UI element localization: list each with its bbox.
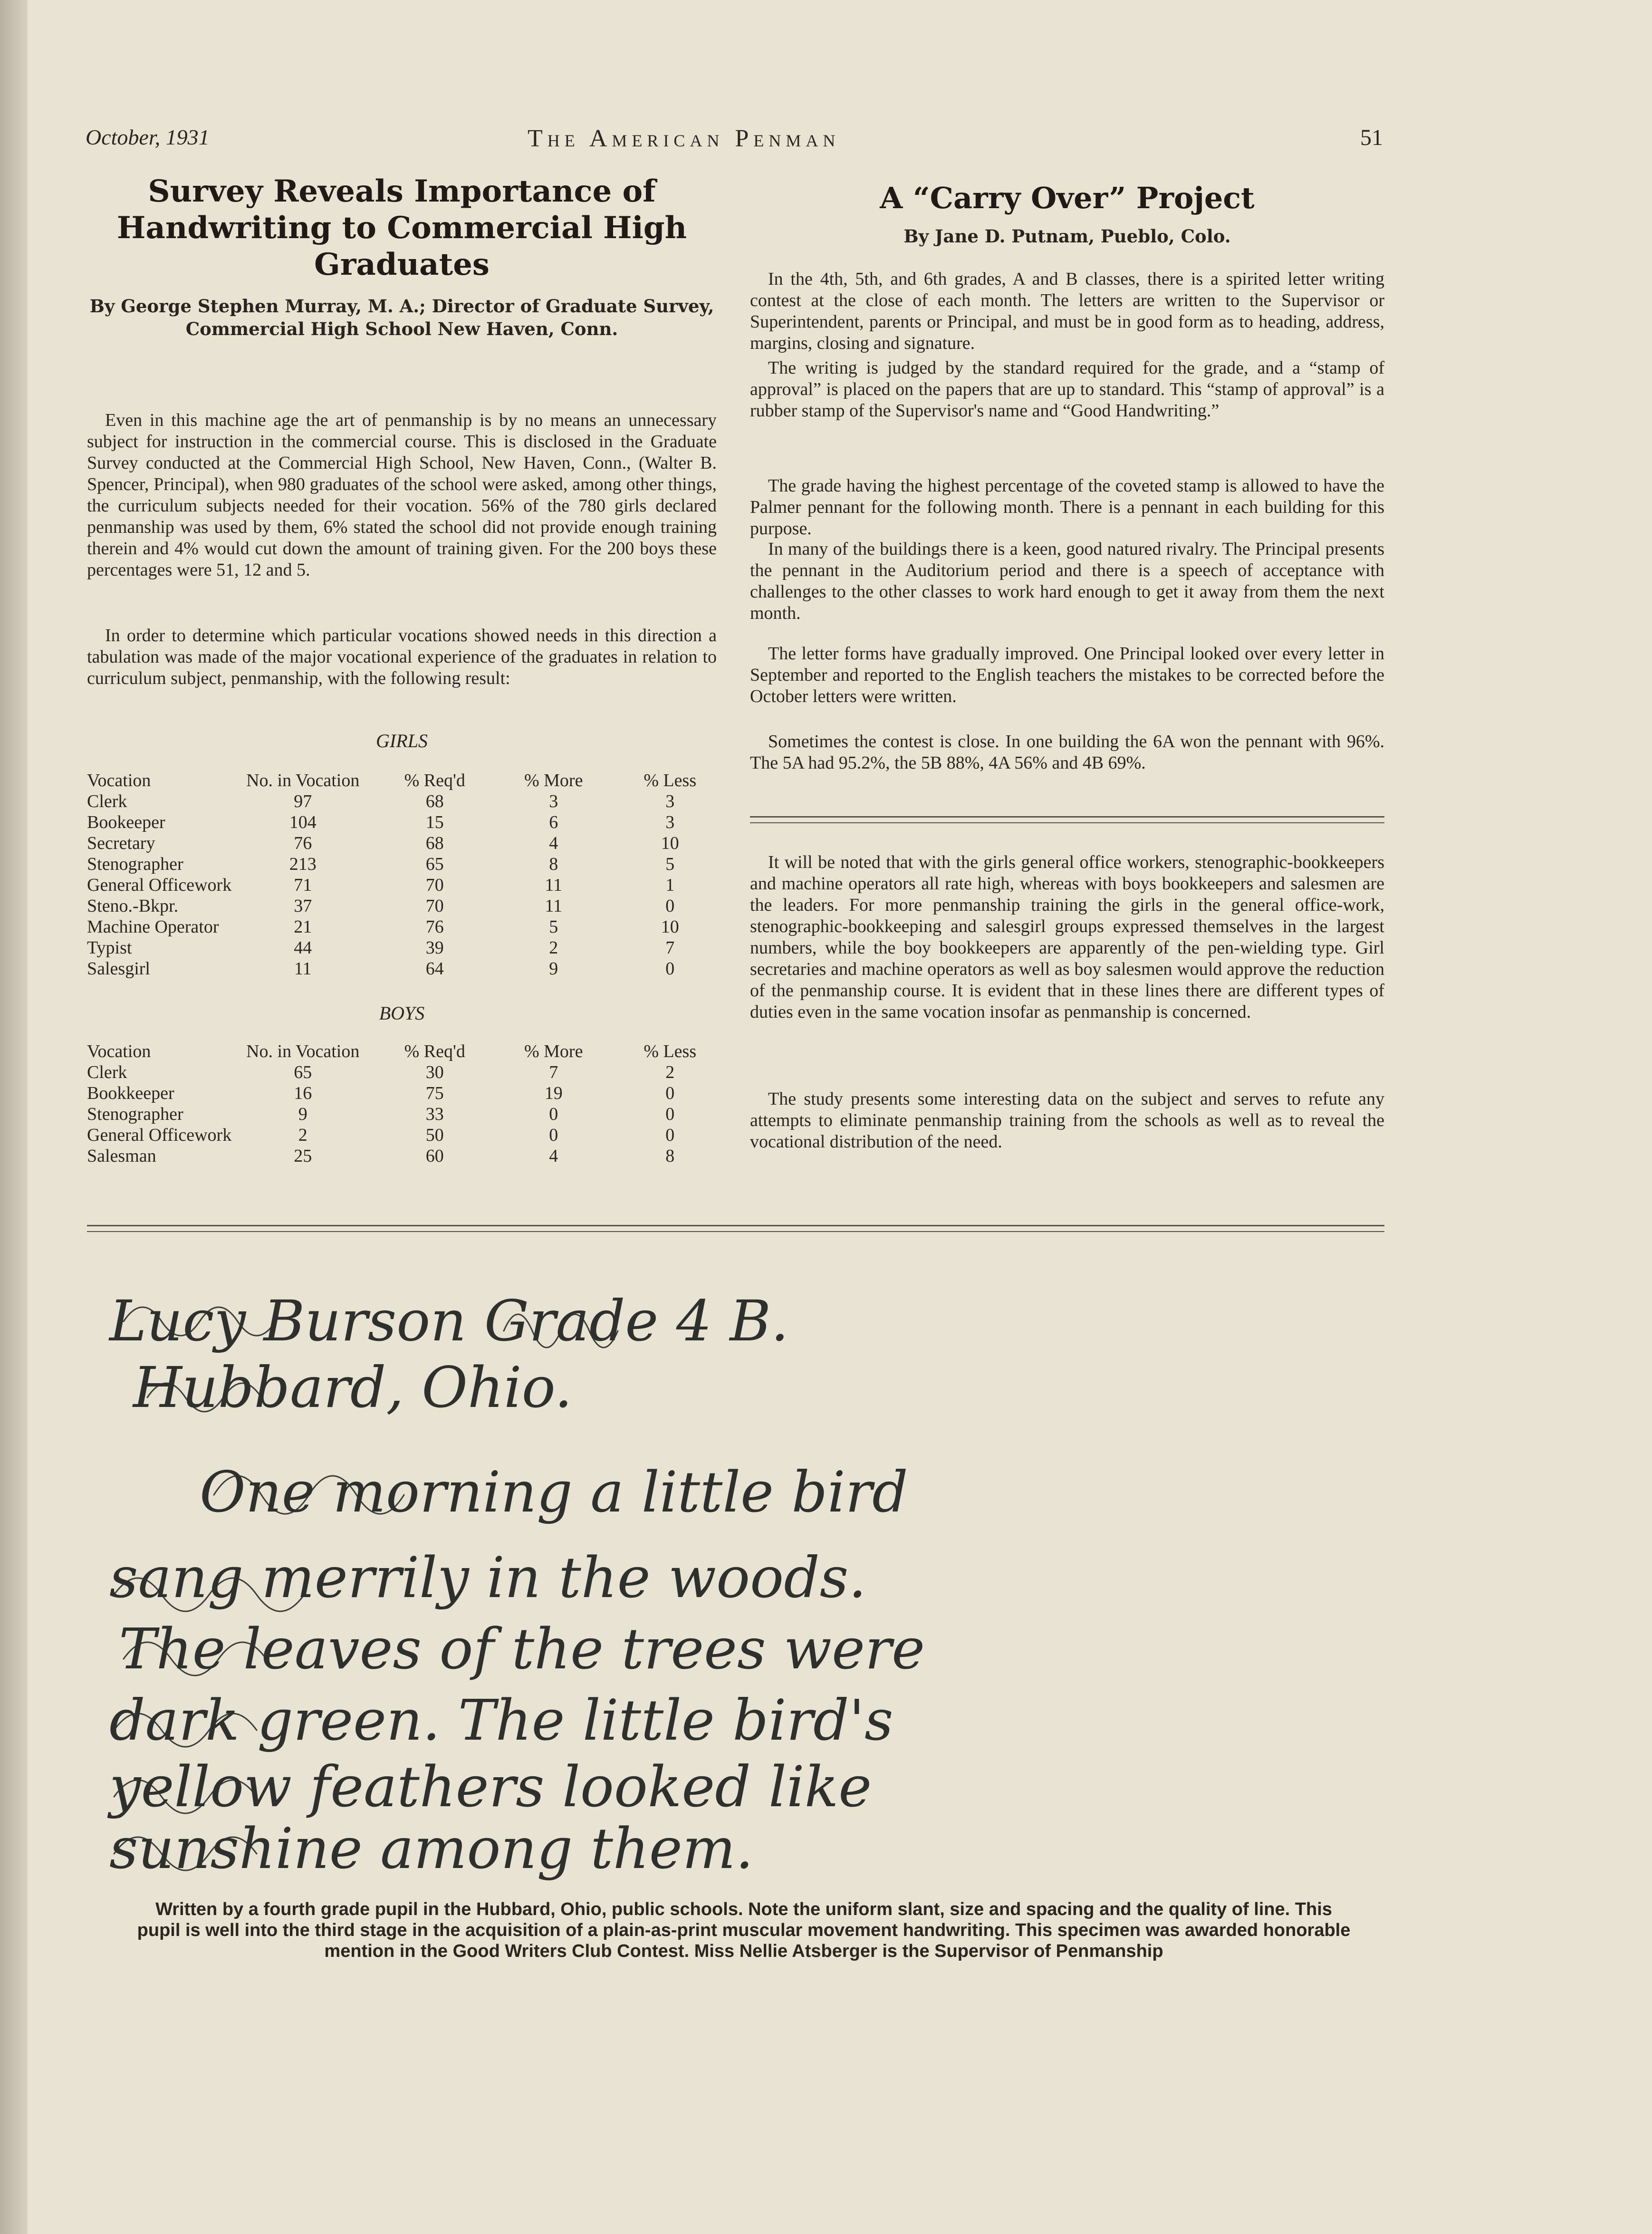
girls-table xyxy=(87,770,728,979)
table-cell: 7 xyxy=(665,938,675,958)
table-row xyxy=(87,896,728,916)
table-cell: 11 xyxy=(545,875,563,895)
table-cell: Salesgirl xyxy=(87,959,150,979)
column-header: % More xyxy=(524,770,583,790)
table-cell: 104 xyxy=(289,812,317,832)
journal-title: The American Penman xyxy=(528,125,840,152)
table-cell: 64 xyxy=(425,959,444,979)
table-cell: 6 xyxy=(549,812,558,832)
table-cell: 0 xyxy=(665,1104,675,1124)
article1-byline: By George Stephen Murray, M. A.; Director of Graduate Survey, Commercial High School New Haven, Conn. xyxy=(89,296,714,340)
article2-paragraph-4: In many of the buildings there is a keen, good natured rivalry. The Principal presents the pennant in the Auditorium period and there is a speech of acceptance with challenges to the other classes to work hard enough to get it away from them the next month. xyxy=(750,539,1384,623)
hw-line-7: yellow feathers looked like xyxy=(109,1754,872,1820)
table-cell: 5 xyxy=(549,917,558,937)
table-cell: Clerk xyxy=(87,791,127,811)
table-cell: 5 xyxy=(665,854,675,874)
column-divider-rule-2 xyxy=(750,822,1384,823)
section-rule xyxy=(87,1225,1384,1226)
table-row xyxy=(87,812,728,833)
table-cell: 4 xyxy=(549,1146,558,1166)
table-cell: 2 xyxy=(298,1125,307,1145)
table-cell: Stenographer xyxy=(87,854,183,874)
table-cell: General Officework xyxy=(87,1125,232,1145)
issue-date: October, 1931 xyxy=(86,125,210,149)
article1-continued-paragraph-2: The study presents some interesting data on the subject and serves to refute any attempts to eliminate penmanship training from the schools as well as to reveal the vocational distribution of the need. xyxy=(750,1089,1384,1152)
book-binding xyxy=(0,0,28,2234)
table-cell: Bookeeper xyxy=(87,812,165,832)
table-cell: 2 xyxy=(549,938,558,958)
table-cell: 3 xyxy=(665,812,675,832)
table-cell: 3 xyxy=(549,791,558,811)
table-row xyxy=(87,1146,728,1166)
section-rule-2 xyxy=(87,1231,1384,1232)
table-cell: 76 xyxy=(294,833,312,853)
table-cell: 30 xyxy=(425,1062,444,1082)
article1-paragraph-1: Even in this machine age the art of penmanship is by no means an unnecessary subject for instruction in the commercial course. This is disclosed in the Graduate Survey conducted at the Commercial High School, New Haven, Conn., (Walter B. Spencer, Principal), when 980 graduates of the school were asked, among other things, the curriculum subjects needed for their vocation. 56% of the 780 girls declared penmanship was used by them, 6% stated the school did not provide enough training therein and 4% would cut down the amount of training given. For the 200 boys these percentages were 51, 12 and 5. xyxy=(87,410,717,580)
table-cell: 1 xyxy=(665,875,675,895)
table-cell: 3 xyxy=(665,791,675,811)
column-header: No. in Vocation xyxy=(246,1041,360,1061)
boys-table-heading: BOYS xyxy=(379,1002,425,1024)
table-cell: 37 xyxy=(294,896,312,916)
table-row xyxy=(87,1104,728,1125)
table-cell: General Officework xyxy=(87,875,232,895)
table-cell: 0 xyxy=(665,959,675,979)
table-row xyxy=(87,958,728,979)
table-row xyxy=(87,791,728,812)
hw-line-5: The leaves of the trees were xyxy=(119,1616,925,1682)
handwriting-text xyxy=(107,1288,925,1881)
table-cell: Stenographer xyxy=(87,1104,183,1124)
column-header: % Req'd xyxy=(404,770,465,790)
hw-line-3: One morning a little bird xyxy=(200,1459,908,1525)
table-cell: 9 xyxy=(298,1104,307,1124)
table-cell: 71 xyxy=(294,875,312,895)
column-header: % More xyxy=(524,1041,583,1061)
table-header-row xyxy=(87,1041,728,1062)
hw-line-4: sang merrily in the woods. xyxy=(109,1545,866,1610)
table-cell: 75 xyxy=(425,1083,444,1103)
handwriting-svg xyxy=(95,1255,1407,1882)
table-row xyxy=(87,1083,728,1104)
column-header: No. in Vocation xyxy=(246,770,360,790)
table-cell: 11 xyxy=(545,896,563,916)
table-cell: 44 xyxy=(294,938,312,958)
table-cell: 0 xyxy=(665,1083,675,1103)
table-cell: 16 xyxy=(294,1083,312,1103)
table-cell: 0 xyxy=(665,1125,675,1145)
hw-line-6: dark green. The little bird's xyxy=(109,1687,893,1753)
column-header: Vocation xyxy=(87,770,151,790)
table-row xyxy=(87,1062,728,1083)
table-cell: 21 xyxy=(294,917,312,937)
column-header: % Req'd xyxy=(404,1041,465,1061)
table-row xyxy=(87,833,728,854)
table-cell: 10 xyxy=(661,917,679,937)
table-cell: 33 xyxy=(425,1104,444,1124)
article2-paragraph-5: The letter forms have gradually improved. One Principal looked over every letter in September and reported to the English teachers the mistakes to be corrected before the October letters were written. xyxy=(750,644,1384,706)
hw-line-2: Hubbard, Ohio. xyxy=(133,1355,573,1420)
article1-continued-paragraph-1: It will be noted that with the girls general office workers, stenographic-bookkeepers and machine operators all rate high, whereas with boys bookkeepers and salesmen are the leaders. For more penmanship training the girls in the general office-work, stenographic-bookkeeping and salesgirl groups expressed themselves in the largest numbers, while the boy bookkeepers are apparently of the pen-wielding type. Girl secretaries and machine operators as well as boy salesmen would approve the reduction of the penmanship course. It is evident that in these lines there are different types of duties even in the same vocation insofar as penmanship is concerned. xyxy=(750,852,1384,1022)
article2-paragraph-2: The writing is judged by the standard required for the grade, and a “stamp of approval” is placed on the papers that are up to standard. This “stamp of approval” is a rubber stamp of the Supervisor's name and “Good Handwriting.” xyxy=(750,358,1384,421)
table-cell: 65 xyxy=(294,1062,312,1082)
table-cell: Typist xyxy=(87,938,132,958)
page-number: 51 xyxy=(1360,125,1383,150)
table-cell: 25 xyxy=(294,1146,312,1166)
table-row xyxy=(87,875,728,896)
column-divider-rule xyxy=(750,816,1384,818)
table-cell: 0 xyxy=(549,1125,558,1145)
table-cell: 19 xyxy=(544,1083,563,1103)
table-cell: 8 xyxy=(549,854,558,874)
table-cell: 11 xyxy=(294,959,312,979)
table-row xyxy=(87,916,728,937)
table-cell: 7 xyxy=(549,1062,558,1082)
table-cell: 50 xyxy=(425,1125,444,1145)
table-row xyxy=(87,1125,728,1146)
table-row xyxy=(87,937,728,958)
specimen-caption: Written by a fourth grade pupil in the Hubbard, Ohio, public schools. Note the uniform slant, size and spacing and the quality of line. This pupil is well into the third stage in the acquisition of a plain-as-print muscular movement handwriting. This specimen was awarded honorable mention in the Good Writers Club Contest. Miss Nellie Atsberger is the Supervisor of Penmanship xyxy=(137,1899,1351,1961)
table-cell: 39 xyxy=(425,938,444,958)
table-cell: 15 xyxy=(425,812,444,832)
table-cell: Secretary xyxy=(87,833,155,853)
table-cell: Steno.-Bkpr. xyxy=(87,896,179,916)
boys-table xyxy=(87,1041,728,1166)
table-cell: 97 xyxy=(294,791,312,811)
table-cell: 0 xyxy=(549,1104,558,1124)
table-cell: 213 xyxy=(289,854,317,874)
table-row xyxy=(87,854,728,875)
table-header-row xyxy=(87,770,728,791)
table-cell: Machine Operator xyxy=(87,917,219,937)
table-cell: 0 xyxy=(665,896,675,916)
table-cell: Bookkeeper xyxy=(87,1083,174,1103)
table-cell: 4 xyxy=(549,833,558,853)
table-cell: 65 xyxy=(425,854,444,874)
table-cell: 2 xyxy=(665,1062,675,1082)
table-cell: 70 xyxy=(425,896,444,916)
table-cell: 76 xyxy=(425,917,444,937)
article1-paragraph-2: In order to determine which particular vocations showed needs in this direction a tabulation was made of the major vocational experience of the graduates in relation to curriculum subject, penmanship, with the following result: xyxy=(87,626,717,688)
table-cell: Clerk xyxy=(87,1062,127,1082)
table-cell: 68 xyxy=(425,833,444,853)
table-cell: 8 xyxy=(665,1146,675,1166)
hw-line-1: Lucy Burson Grade 4 B. xyxy=(109,1288,789,1354)
handwriting-specimen xyxy=(95,1255,1407,1882)
table-cell: 10 xyxy=(661,833,679,853)
article1-title: Survey Reveals Importance of Handwriting to Commercial High Graduates xyxy=(116,173,687,282)
table-cell: Salesman xyxy=(87,1146,156,1166)
article2-title: A “Carry Over” Project xyxy=(880,181,1255,215)
article2-paragraph-1: In the 4th, 5th, and 6th grades, A and B classes, there is a spirited letter writing contest at the close of each month. The letters are written to the Supervisor or Superintendent, parents or Principal, and must be in good form as to heading, address, margins, closing and signature. xyxy=(750,269,1384,353)
article2-byline: By Jane D. Putnam, Pueblo, Colo. xyxy=(903,226,1231,247)
table-cell: 68 xyxy=(425,791,444,811)
girls-table-heading: GIRLS xyxy=(376,730,428,751)
table-cell: 9 xyxy=(549,959,558,979)
article2-paragraph-6: Sometimes the contest is close. In one building the 6A won the pennant with 96%. The 5A had 95.2%, the 5B 88%, 4A 56% and 4B 69%. xyxy=(750,732,1384,773)
column-header: Vocation xyxy=(87,1041,151,1061)
column-header: % Less xyxy=(644,1041,697,1061)
table-cell: 60 xyxy=(425,1146,444,1166)
article2-paragraph-3: The grade having the highest percentage of the coveted stamp is allowed to have the Palmer pennant for the following month. There is a pennant in each building for this purpose. xyxy=(750,476,1384,539)
table-cell: 70 xyxy=(425,875,444,895)
hw-line-8: sunshine among them. xyxy=(109,1816,754,1881)
column-header: % Less xyxy=(644,770,697,790)
